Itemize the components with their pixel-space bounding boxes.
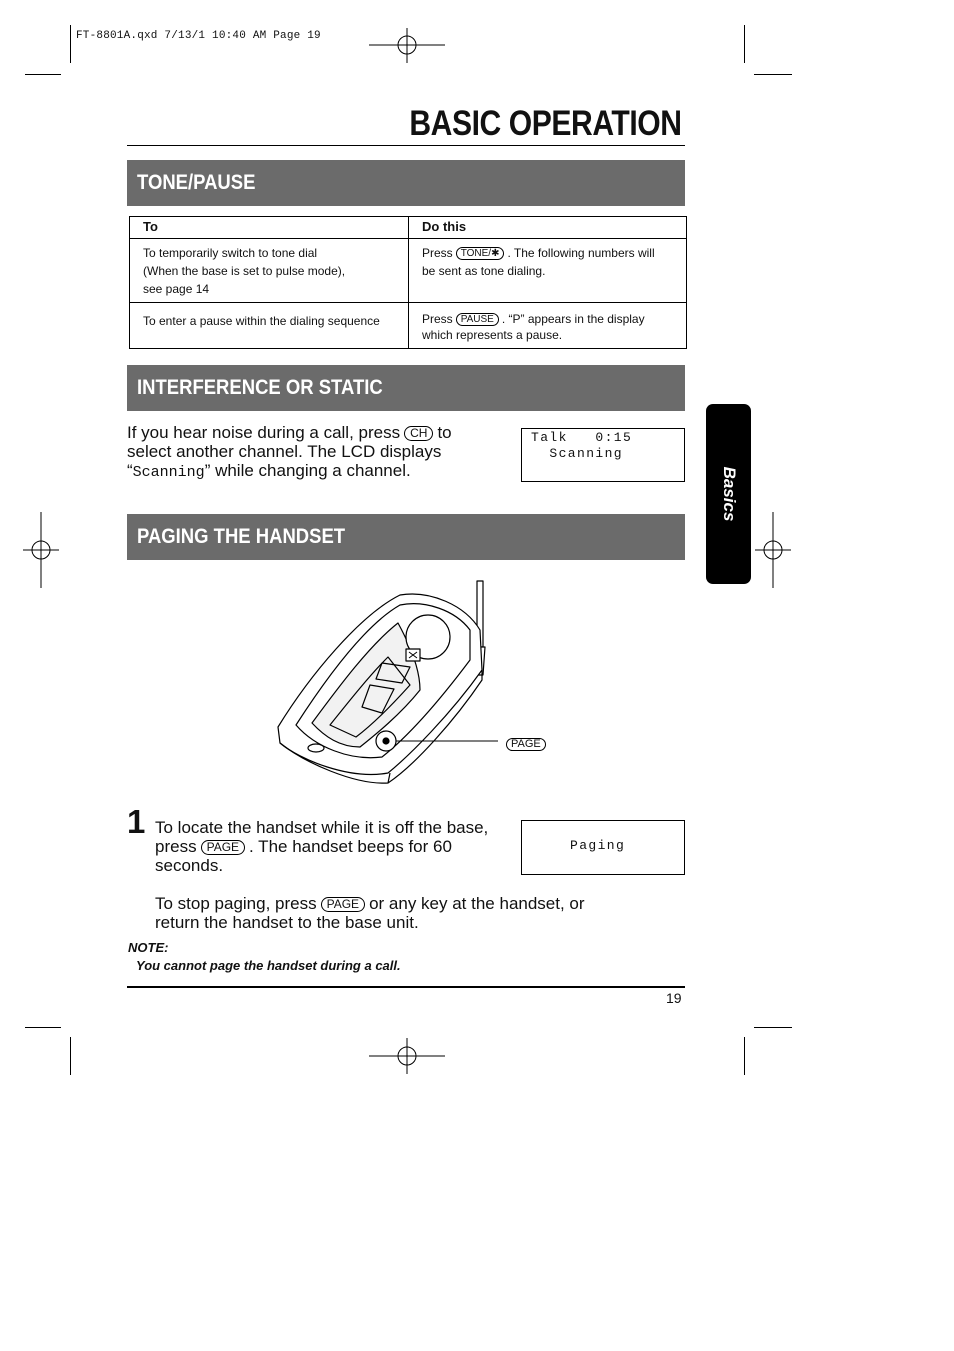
- table-header-row: [130, 217, 687, 239]
- note-heading: NOTE:: [128, 940, 169, 955]
- lcd-display-paging: Paging: [521, 820, 685, 875]
- note-text: You cannot page the handset during a call.: [136, 958, 401, 973]
- ch-key-icon: CH: [404, 426, 433, 441]
- page-number: 19: [666, 990, 682, 1006]
- step-number: 1: [127, 803, 146, 840]
- table-cell-to: To temporarily switch to tone dial (When the base is set to pulse mode), see page 14: [130, 239, 409, 303]
- title-rule: [127, 145, 685, 146]
- table-cell-to: To enter a pause within the dialing sequence: [130, 303, 409, 349]
- table-row: [130, 303, 687, 349]
- step-text: To locate the handset while it is off the base, press PAGE . The handset beeps for 60 seconds.: [155, 818, 489, 875]
- print-slug: FT-8801A.qxd 7/13/1 10:40 AM Page 19: [76, 30, 321, 42]
- pause-key-icon: PAUSE: [456, 313, 499, 326]
- section-bar-paging: [127, 514, 685, 560]
- section-heading: TONE/PAUSE: [137, 171, 256, 194]
- column-header-to: To: [130, 217, 409, 239]
- stop-paging-text: To stop paging, press PAGE or any key at the handset, or return the handset to the base unit.: [155, 894, 585, 932]
- tone-key-icon: TONE/✱: [456, 247, 505, 260]
- column-header-do-this: Do this: [409, 217, 687, 239]
- side-tab-label: Basics: [719, 466, 739, 522]
- section-heading: PAGING THE HANDSET: [137, 525, 346, 548]
- table-row: [130, 239, 687, 303]
- lcd-display-talk: Talk 0:15 Scanning: [521, 428, 685, 482]
- page-key-icon: PAGE: [201, 840, 245, 855]
- page-callout: [503, 735, 549, 753]
- tone-pause-table: [129, 216, 687, 349]
- side-tab: [706, 404, 751, 584]
- table-cell-do: Press TONE/✱ . The following numbers will be sent as tone dialing.: [409, 239, 687, 303]
- footer-rule: [127, 986, 685, 988]
- section-bar-tone-pause: [127, 160, 685, 206]
- interference-text: If you hear noise during a call, press CH to select another channel. The LCD displays “Scanning” while changing a channel.: [127, 423, 452, 481]
- section-heading: INTERFERENCE OR STATIC: [137, 376, 383, 399]
- page-title: BASIC OPERATION: [409, 104, 682, 143]
- section-bar-interference: [127, 365, 685, 411]
- page-key-icon: PAGE: [321, 897, 365, 912]
- table-cell-do: Press PAUSE . “P” appears in the display which represents a pause.: [409, 303, 687, 349]
- base-unit-illustration: [270, 575, 560, 790]
- page-key-icon: PAGE: [506, 738, 546, 751]
